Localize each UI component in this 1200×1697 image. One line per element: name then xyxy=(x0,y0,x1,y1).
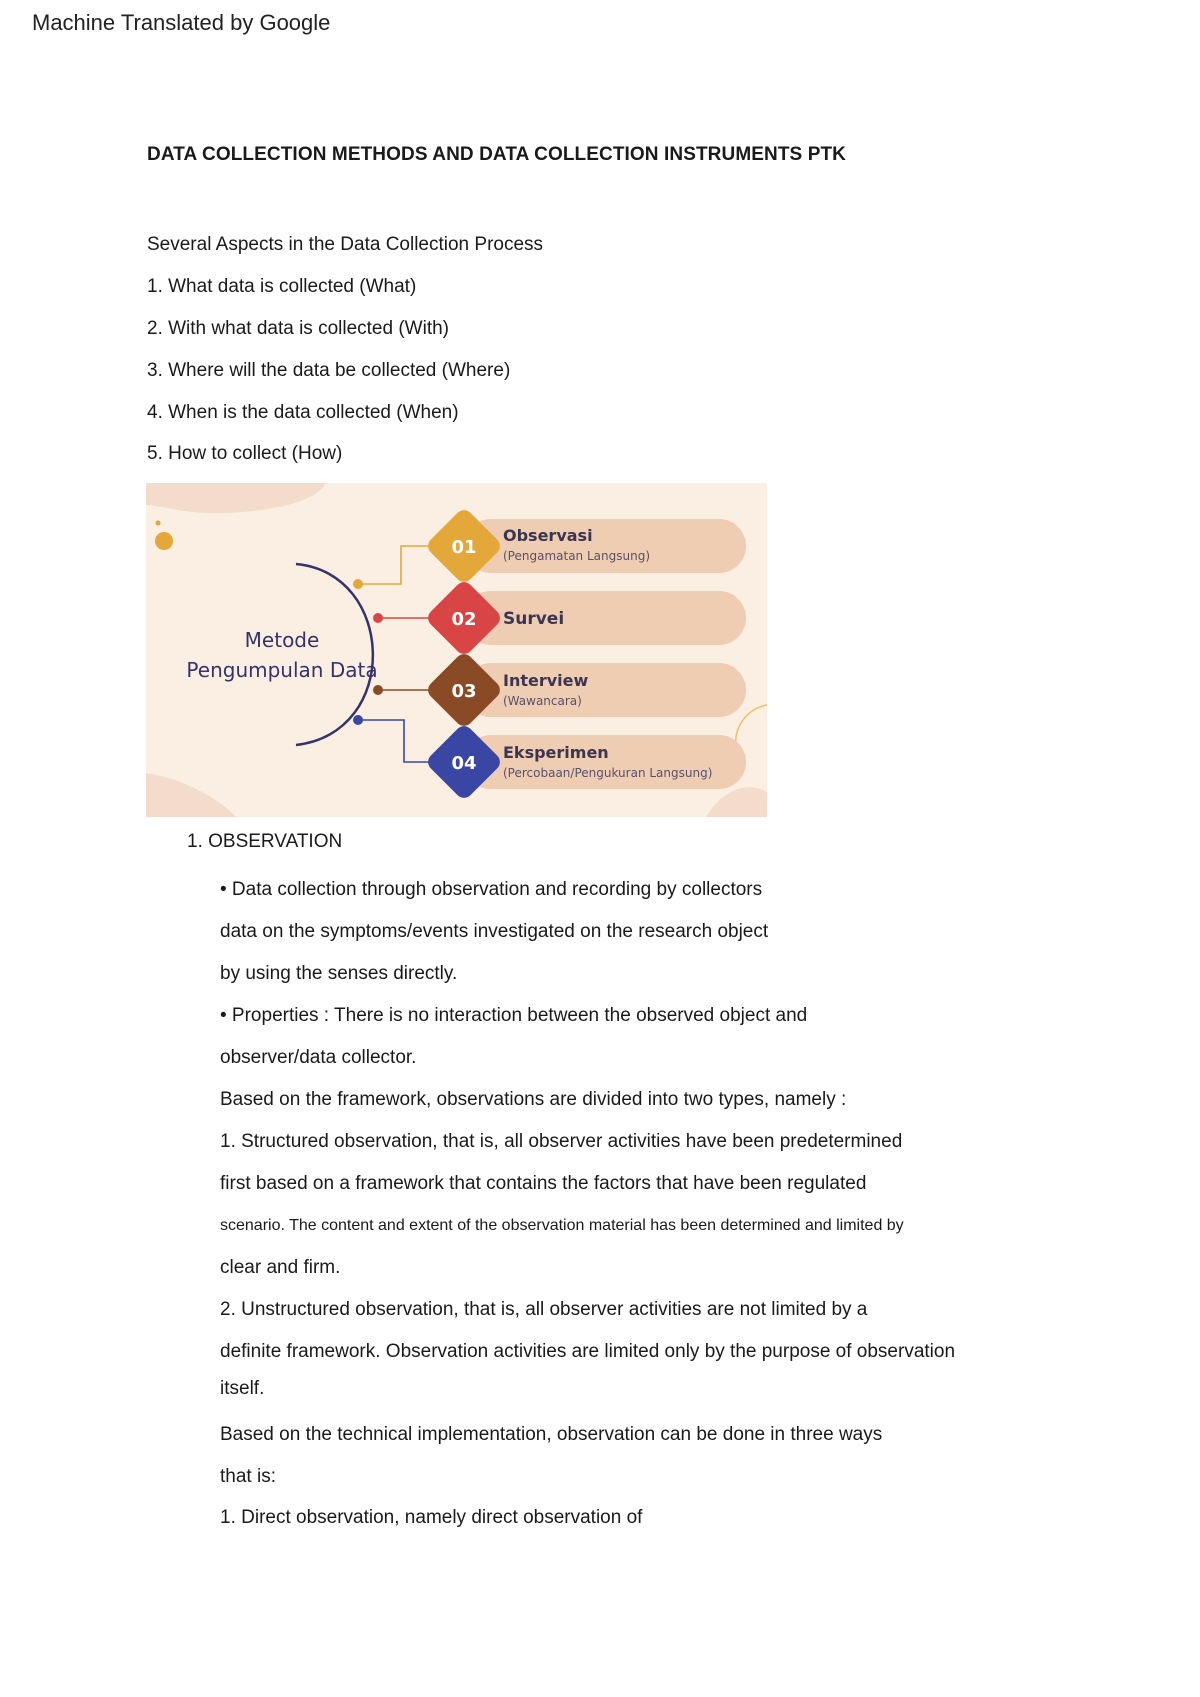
body-line: • Properties : There is no interaction between the observed object and xyxy=(220,1005,808,1026)
data-collection-methods-figure xyxy=(146,483,767,817)
body-line: data on the symptoms/events investigated on the research object xyxy=(220,921,769,942)
aspect-item: 5. How to collect (How) xyxy=(147,443,343,464)
body-line: 1. Direct observation, namely direct observation of xyxy=(220,1507,643,1528)
body-line: first based on a framework that contains the factors that have been regulated xyxy=(220,1173,867,1194)
connector-dot xyxy=(353,715,363,725)
body-line: by using the senses directly. xyxy=(220,963,458,984)
center-title-line2: Pengumpulan Data xyxy=(186,658,378,682)
body-line: clear and firm. xyxy=(220,1257,341,1278)
body-line: Based on the framework, observations are divided into two types, namely : xyxy=(220,1089,847,1110)
center-title-line1: Metode xyxy=(244,628,320,652)
method-number: 01 xyxy=(451,537,477,558)
body-line: observer/data collector. xyxy=(220,1047,417,1068)
connector-dot xyxy=(353,579,363,589)
method-number: 02 xyxy=(451,609,477,630)
connector-dot xyxy=(373,613,383,623)
aspect-item: 1. What data is collected (What) xyxy=(147,276,417,297)
method-number: 03 xyxy=(451,681,477,702)
method-subtitle: (Percobaan/Pengukuran Langsung) xyxy=(503,766,713,780)
connector-dot xyxy=(373,685,383,695)
decorative-dot xyxy=(155,532,173,550)
method-subtitle: (Wawancara) xyxy=(503,694,582,708)
machine-translated-label: Machine Translated by Google xyxy=(32,10,331,35)
body-line: definite framework. Observation activities are limited only by the purpose of observation xyxy=(220,1341,956,1362)
method-title: Observasi xyxy=(503,526,593,545)
body-line: itself. xyxy=(220,1378,265,1399)
method-number: 04 xyxy=(451,753,477,774)
aspects-heading: Several Aspects in the Data Collection Process xyxy=(147,234,544,255)
body-line: • Data collection through observation and recording by collectors xyxy=(220,879,763,900)
method-title: Survei xyxy=(503,609,565,629)
body-line: Based on the technical implementation, observation can be done in three ways xyxy=(220,1424,883,1445)
section-heading: 1. OBSERVATION xyxy=(187,831,343,852)
decorative-dot xyxy=(156,521,161,526)
method-title: Eksperimen xyxy=(503,743,609,762)
method-subtitle: (Pengamatan Langsung) xyxy=(503,549,650,563)
document-title: DATA COLLECTION METHODS AND DATA COLLECTION INSTRUMENTS PTK xyxy=(147,144,847,165)
method-title: Interview xyxy=(503,671,589,690)
body-line: that is: xyxy=(220,1466,276,1487)
body-line: 1. Structured observation, that is, all observer activities have been predetermined xyxy=(220,1131,903,1152)
aspect-item: 3. Where will the data be collected (Where) xyxy=(147,360,511,381)
aspect-item: 2. With what data is collected (With) xyxy=(147,318,449,339)
body-line: 2. Unstructured observation, that is, all observer activities are not limited by a xyxy=(220,1299,868,1320)
body-line: scenario. The content and extent of the observation material has been determined and limited by xyxy=(220,1217,904,1234)
aspect-item: 4. When is the data collected (When) xyxy=(147,402,459,423)
